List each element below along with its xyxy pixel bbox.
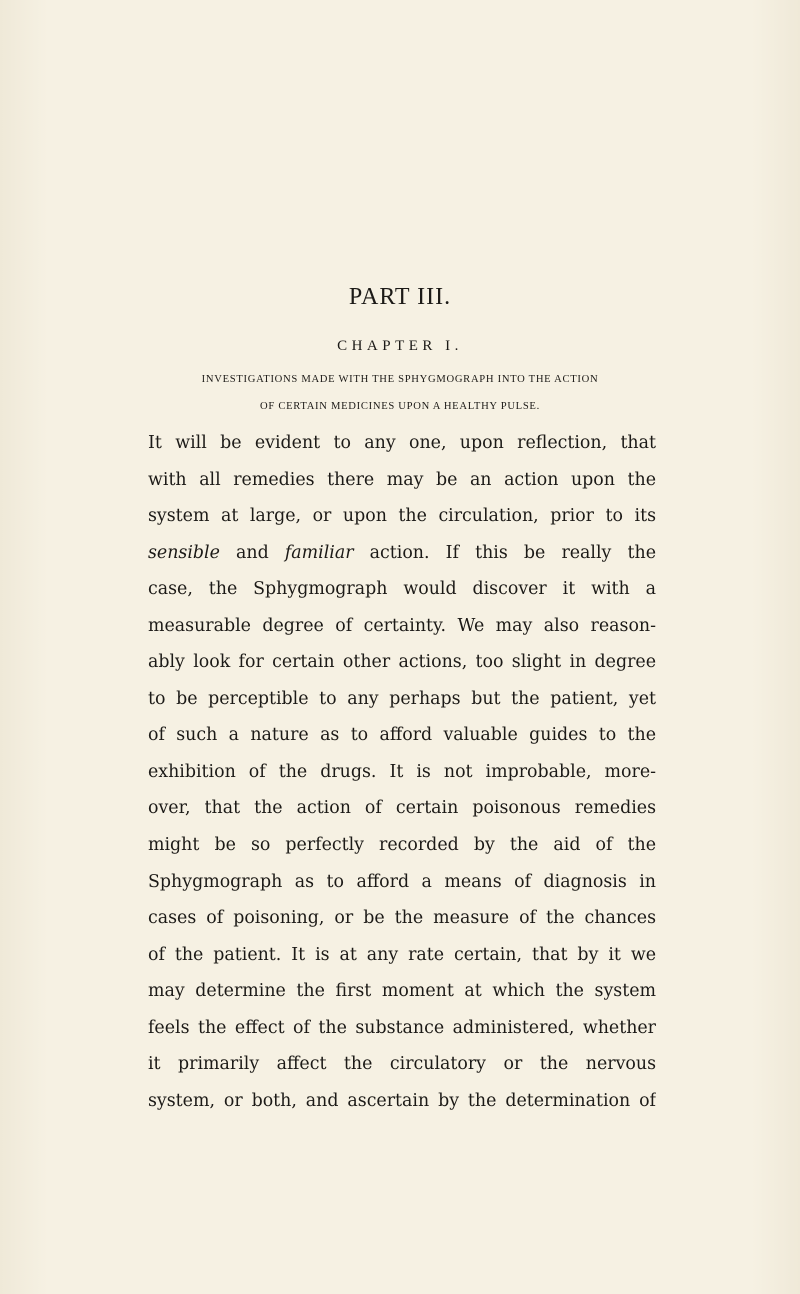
body-text-fragment: and: [219, 542, 285, 563]
body-line: It will be evident to any one, upon reflection, that: [148, 433, 656, 453]
body-line-with-italics: [148, 535, 656, 572]
body-line: Sphygmograph as to afford a means of diagnosis in: [148, 871, 656, 892]
body-line: exhibition of the drugs. It is not improbable, more-: [148, 761, 656, 782]
chapter-heading-line-2: OF CERTAIN MEDICINES UPON A HEALTHY PULSE.: [260, 401, 540, 412]
italic-word-sensible: sensible: [148, 542, 220, 563]
part-title: PART III.: [348, 284, 452, 310]
body-line: cases of poisoning, or be the measure of the chances: [148, 908, 656, 929]
body-line: case, the Sphygmograph would discover it with a: [148, 579, 656, 600]
body-line: of such a nature as to afford valuable guides to the: [148, 725, 656, 746]
body-line: feels the effect of the substance administered, whether: [148, 1017, 656, 1038]
body-line: with all remedies there may be an action upon the: [148, 469, 656, 490]
body-line: it primarily affect the circulatory or the nervous: [148, 1054, 656, 1075]
body-line: might be so perfectly recorded by the aid of the: [148, 835, 656, 856]
body-line: measurable degree of certainty. We may also reason-: [148, 615, 656, 636]
body-line: may determine the first moment at which the system: [148, 981, 656, 1002]
body-text: [148, 425, 656, 1119]
body-line: over, that the action of certain poisonous remedies: [148, 798, 656, 819]
body-line: system, or both, and ascertain by the determination of: [148, 1090, 656, 1111]
italic-word-familiar: familiar: [284, 542, 354, 563]
chapter-heading-line-1: INVESTIGATIONS MADE WITH THE SPHYGMOGRAPH INTO THE ACTION: [201, 374, 599, 385]
chapter-title: CHAPTER I.: [337, 338, 463, 354]
body-line: of the patient. It is at any rate certain, that by it we: [148, 944, 656, 965]
body-text-fragment: action. If this be really the: [353, 542, 656, 563]
body-line: ably look for certain other actions, too slight in degree: [148, 652, 656, 673]
body-line: to be perceptible to any perhaps but the patient, yet: [148, 688, 656, 709]
body-line: system at large, or upon the circulation, prior to its: [148, 506, 656, 527]
